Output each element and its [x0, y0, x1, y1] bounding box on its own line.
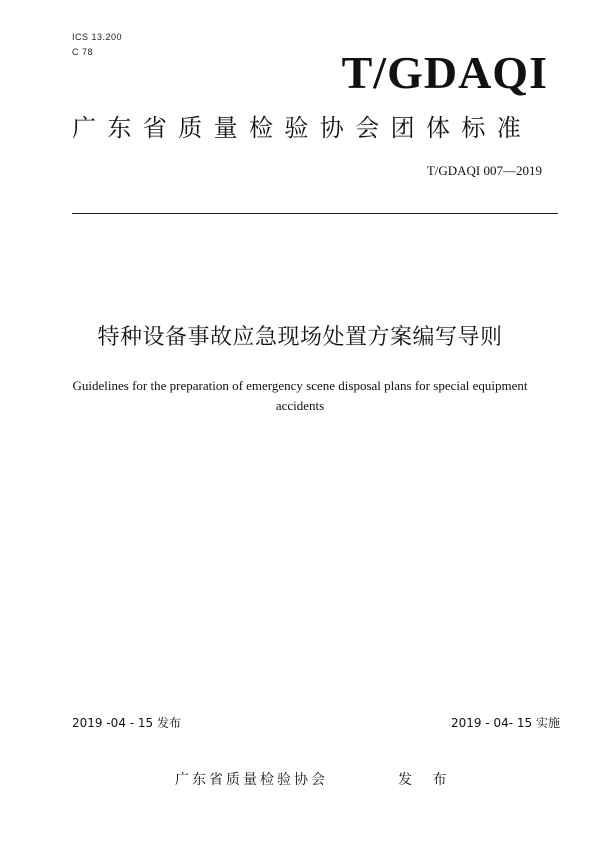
publish-label: 发 布 — [398, 772, 455, 788]
standard-type: 广东省质量检验协会团体标准 — [72, 114, 533, 142]
header-divider — [72, 213, 558, 214]
implementation-date: 2019 - 04- 15 实施 — [451, 716, 560, 730]
title-chinese: 特种设备事故应急现场处置方案编写导则 — [97, 325, 503, 350]
standard-number: T/GDAQI 007—2019 — [426, 163, 542, 178]
ics-code: ICS 13.200 — [72, 32, 123, 42]
organization-code: T/GDAQI — [341, 47, 548, 98]
ccs-code: C 78 — [72, 47, 94, 57]
issue-date: 2019 -04 - 15 发布 — [72, 716, 181, 730]
title-english: Guidelines for the preparation of emergency scene disposal plans for special equipment accidents — [72, 378, 528, 413]
publisher-name: 广东省质量检验协会 — [175, 772, 328, 788]
